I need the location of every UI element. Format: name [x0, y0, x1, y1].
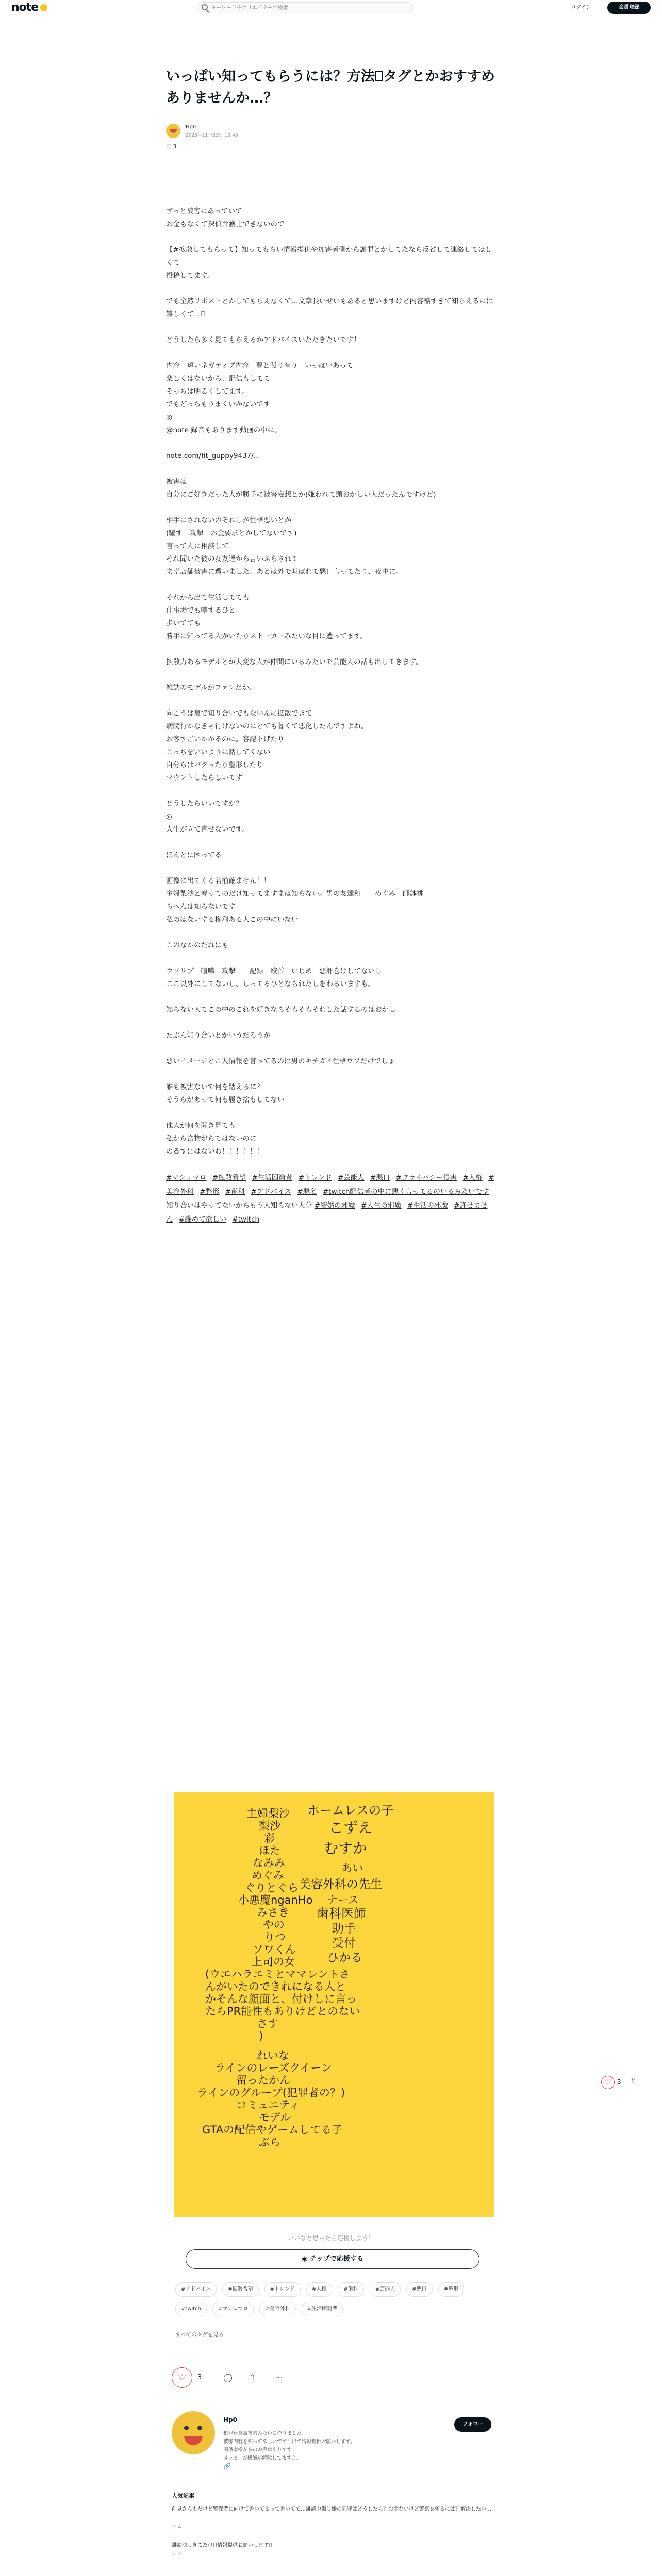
search-input[interactable] — [211, 3, 407, 12]
popular-like: ♡ 4 — [172, 2524, 181, 2530]
hashtag-link[interactable]: #トレンド — [298, 1174, 332, 1182]
paragraph: 相手にされないのそれしが性格悪いとか (騙す 攻撃 お金要求とかしてないです) 言って人に相談して それ聞いた彼の女友達から言いふらされて まず店舗被害に遭いました。あとは外で叫ばれて悪口言ってたり、夜中に。 — [166, 516, 403, 576]
poster-name: ) — [259, 2030, 263, 2042]
author-name[interactable]: Hp0 — [186, 124, 196, 130]
avatar-mouth-icon — [184, 2436, 203, 2445]
poster-name: かそんな顔面と、付けしに言っ — [205, 1993, 357, 2005]
popular-article-link[interactable]: 誹謗決しきてたけ!!情報提供お願いします!! — [172, 2543, 273, 2548]
tag-chip[interactable]: #美容外科 — [259, 2302, 295, 2316]
article-actions — [172, 2367, 326, 2388]
popular-article-link[interactable]: 前見さんもだけど警保者に向けて書いてるって書いてて…誹謗中傷し嫌の犯罪はどうしたら？お金ないけど警察を頼るには？解決したい… — [172, 2506, 491, 2512]
tag-chip[interactable]: #悪口 — [406, 2282, 432, 2297]
paragraph: 他人が何を聞き見ても 私から宮物がらではないのに のるすにはないわ！！！！！！ — [166, 1122, 263, 1156]
paragraph: 向こうは裏で知り合いでもないんに拡散できて 病院行かなきゃ行けないのにとても暮くて悪化したんですよね。 お客すごいかかるのに。容認下げたり こっちをいいように話してくない 自分らはバクったり整形したり マウントしたらしいです — [166, 709, 368, 782]
poster-name: りつ — [264, 1931, 286, 1943]
avatar-eye-icon — [184, 2426, 189, 2430]
like-counter-top[interactable]: ♡ 3 — [166, 143, 177, 150]
paragraph: 被害は 自分にご好きだった人が勝手に被害妄想とか(嫌われて頭おかしい人だったんですけど) — [166, 478, 436, 499]
tag-chip[interactable]: #人権 — [306, 2282, 332, 2297]
poster-name: ほた — [259, 1844, 280, 1857]
creator-name[interactable]: Hp0 — [223, 2416, 237, 2424]
like-button[interactable] — [172, 2367, 192, 2388]
paragraph: 【#拡散してもらって】知ってもらい情報提供や加害者側から謝罪とかしてたなら反省して連絡してほしくて 投稿してます。 — [166, 246, 492, 280]
hashtag-link[interactable]: #人生の邪魔 — [360, 1201, 402, 1210]
poster-name: 上司の女 — [252, 1956, 295, 1968]
avatar-eye-icon — [197, 2426, 202, 2430]
hashtag-link[interactable]: #生活困窮者 — [252, 1174, 293, 1182]
inline-hashtags — [166, 1171, 496, 1227]
hashtag-link[interactable]: #整形 — [200, 1188, 220, 1196]
poster-name: めぐみ — [252, 1869, 284, 1882]
hashtag-link[interactable]: #誰めて欲しい — [178, 1215, 227, 1224]
poster-name: ラインのレーズクイーン — [214, 2062, 332, 2074]
support-caption: いいなと思ったら応援しよう！ — [287, 2234, 374, 2242]
search-icon — [202, 4, 208, 10]
login-button[interactable]: ログイン — [571, 5, 591, 10]
poster-name: 助手 — [332, 1922, 356, 1936]
hashtag-link[interactable]: #マシュマロ — [166, 1174, 207, 1182]
paragraph: どうしたらいいですか？ ◎ 人生が立て直せないです。 — [166, 800, 249, 834]
comment-icon[interactable]: ◯ — [223, 2372, 233, 2382]
tag-note: 知り合いはやってないからもう人知らない人分 — [166, 1201, 312, 1210]
tag-chip[interactable]: #アドバイス — [175, 2282, 217, 2297]
paragraph: 画像に出てくる名前確ません！！ 主婦梨沙と春ってのだけ知ってますまは知らない。男の友達和 めぐみ 師鉢桃 らへんは知らないです 私のはないする権利ある人この中にいない — [166, 877, 424, 924]
paragraph: 悪いイメージとこ人情報を言ってるのは男のキチガイ性格ウソだけでしょ — [166, 1057, 395, 1065]
paragraph: 雑誌のモデルがファンだか。 — [166, 684, 256, 692]
more-icon[interactable]: ⋯ — [275, 2372, 283, 2382]
tag-chip[interactable]: #歯科 — [338, 2282, 363, 2297]
tag-chip[interactable]: #マシュマロ — [212, 2302, 254, 2316]
poster-name: ぐりとぐら — [244, 1882, 299, 1894]
poster-name: 美容外科の先生 — [299, 1878, 382, 1891]
poster-name: 留ったかん — [236, 2074, 290, 2087]
hashtag-link[interactable]: #美容外科 — [166, 1174, 494, 1196]
hashtag-link[interactable]: #結婚の邪魔 — [314, 1201, 355, 1210]
creator-card — [172, 2411, 491, 2483]
poster-name: ひかる — [327, 1951, 362, 1964]
hashtag-link[interactable]: #悪口 — [370, 1174, 390, 1182]
popular-label: 人気記事 — [172, 2493, 194, 2499]
poster-name: 小悪魔nganHo — [238, 1894, 313, 1906]
poster-name: GTAの配信やゲームしてる子 — [202, 2124, 343, 2136]
tag-chip[interactable]: #生活困窮者 — [302, 2302, 343, 2316]
tag-chip[interactable]: #芸能人 — [370, 2282, 401, 2297]
poster-name: ホームレスの子 — [307, 1803, 394, 1818]
paragraph: このなかのだれにも — [166, 941, 229, 950]
hashtag-link[interactable]: #歯科 — [225, 1188, 245, 1196]
heart-icon: ♡ — [605, 2078, 611, 2086]
poster-name: やの — [263, 1919, 285, 1931]
hashtag-link[interactable]: #芸能人 — [337, 1174, 365, 1182]
paragraph: どうしたら多く見てもらえるかアドバイスいただきたいです！ — [166, 336, 361, 344]
poster-name: ソワくん — [253, 1943, 296, 1956]
tag-chip-list — [175, 2282, 485, 2321]
share-icon[interactable]: ⇪ — [249, 2372, 256, 2382]
poster-name: あい — [341, 1862, 363, 1874]
hashtag-link[interactable]: #twitch配信者の中に悪く言ってるのいるみたいです — [322, 1188, 489, 1196]
poster-name: みさき — [257, 1906, 289, 1919]
names-poster-image — [174, 1792, 494, 2217]
poster-name: コミュニティ — [236, 2099, 300, 2111]
all-tags-link[interactable]: すべてのタグを見る — [175, 2332, 224, 2338]
poster-name: こずえ — [329, 1819, 373, 1836]
signup-button[interactable]: 会員登録 — [607, 2, 651, 14]
author-avatar[interactable] — [166, 124, 180, 138]
poster-name: 梨沙 — [259, 1820, 280, 1832]
poster-name: なみみ — [253, 1857, 285, 1869]
poster-name: モデル — [259, 2111, 291, 2124]
site-header — [0, 0, 662, 15]
embedded-link[interactable]: note.com/fit_guppy9437/... — [166, 452, 260, 460]
hashtag-link[interactable]: #twitch — [232, 1215, 260, 1224]
side-like-button[interactable] — [601, 2076, 615, 2089]
hashtag-link[interactable]: #アドバイス — [251, 1188, 291, 1196]
hashtag-link[interactable]: #プライバシー侵害 — [395, 1174, 457, 1182]
poster-name: さす — [257, 2018, 278, 2030]
poster-name: 主婦梨沙 — [246, 1807, 290, 1820]
creator-bio: 犯罪行為被害者みたいに作りました。 被害内容を知って欲しいです！出で情報提供お願いします。 関係者様からのお声はありです！ メッセージ機能が解除してますよ。 — [223, 2431, 355, 2461]
poster-name: れいな — [257, 2049, 289, 2062]
poster-name: んがいたのできれになる人と — [205, 1980, 346, 1993]
like-count: 3 — [197, 2374, 202, 2381]
poster-name: ぶら — [259, 2136, 280, 2148]
hashtag-link[interactable]: #許せません — [166, 1201, 488, 1224]
paragraph: 知らない人でこの中のこれを好きならそもそもそれした話するのはおかし — [166, 1006, 396, 1014]
paragraph: 誰も被害ないで何を踏えるに？ そうらがあって何も履き捨もしてない — [166, 1083, 285, 1104]
paragraph: ずっと被害にあっていて お金もなくて探偵弁護士できないので — [166, 207, 285, 228]
side-share-icon[interactable]: ⇪ — [630, 2076, 637, 2086]
tip-icon: ◉ — [302, 2255, 310, 2263]
hashtag-link[interactable]: #生活の邪魔 — [407, 1201, 448, 1210]
poster-name: (ウエハラエミとママレントさ — [205, 1968, 350, 1980]
hashtag-link[interactable]: #人権 — [462, 1174, 483, 1182]
article-title: いっぱい知ってもらうには？方法⎕タグとかおすすめありませんか…？ — [166, 69, 495, 106]
paragraph: 内容 短いネガティブ内容 夢と関り有り いっぱいあって 楽しくはないから、配信もしてて そっちは明るくしてます。 でもどっちもうまくいかないです ◎ @note 録音もあります動画の中に。 — [166, 362, 354, 434]
note-logo[interactable]: note — [11, 1, 47, 14]
paragraph: それから出て生活してても 仕事場でも噂するひと 歩いてても 勝手に知ってる人がいたりストーカーみたいな目に遭ってます。 — [166, 594, 368, 640]
paragraph: ほんとに困ってる — [166, 851, 222, 859]
paragraph: ウソリプ 喧嘩 攻撃 記録 絞首 いじめ 悪評巻けしてないし ここ以外にしてないし、しってるひとなられたしをわるいますも。 — [166, 967, 382, 988]
creator-avatar[interactable] — [172, 2411, 215, 2454]
heart-icon: ♡ — [178, 2372, 187, 2383]
avatar-face-icon — [170, 129, 177, 133]
popular-like: ♡ 2 — [172, 2551, 181, 2557]
follow-button[interactable]: フォロー — [454, 2417, 491, 2432]
paragraph: でも全然リポストとかしてもらえなくて…文章長いせいもあると思いますけど内容酷すぎて知らえるには難しくて…⎕ — [166, 297, 493, 318]
article — [166, 66, 496, 1227]
hashtag-link[interactable]: #悪名 — [297, 1188, 317, 1196]
article-body — [166, 205, 496, 1227]
paragraph: たぶん知り合いとかいうだろうが — [166, 1031, 271, 1040]
tag-chip[interactable]: #整形 — [438, 2282, 464, 2297]
tip-button[interactable]: ◉ チップで応援する — [186, 2249, 479, 2269]
tag-chip[interactable]: #拡散希望 — [222, 2282, 258, 2297]
poster-name: 受付 — [332, 1937, 356, 1950]
poster-name: ラインのグループ(犯罪者の？) — [197, 2087, 345, 2099]
poster-name: たらPR能性もありけどとのない — [205, 2005, 360, 2018]
poster-name: 歯科医師 — [317, 1906, 366, 1921]
poster-name: ナース — [327, 1894, 359, 1906]
side-like-count: 3 — [617, 2078, 621, 2086]
logo-badge-icon — [40, 4, 47, 11]
hashtag-link[interactable]: #拡散希望 — [212, 1174, 246, 1182]
link-icon[interactable]: 🔗 — [223, 2463, 231, 2470]
poster-name: 彩 — [264, 1832, 275, 1844]
byline — [166, 124, 496, 150]
heart-icon: ♡ — [166, 143, 171, 150]
paragraph: 拡散力あるモデルとか大変な人が仲間にいるみたいで芸能人の話も出してきます。 — [166, 658, 423, 666]
publish-date: 2023年11月23日 10:46 — [186, 133, 238, 138]
search-box[interactable] — [197, 2, 413, 13]
poster-name: むすか — [324, 1840, 368, 1857]
tag-chip[interactable]: #twitch — [175, 2302, 207, 2316]
tag-chip[interactable]: #トレンド — [264, 2282, 301, 2297]
